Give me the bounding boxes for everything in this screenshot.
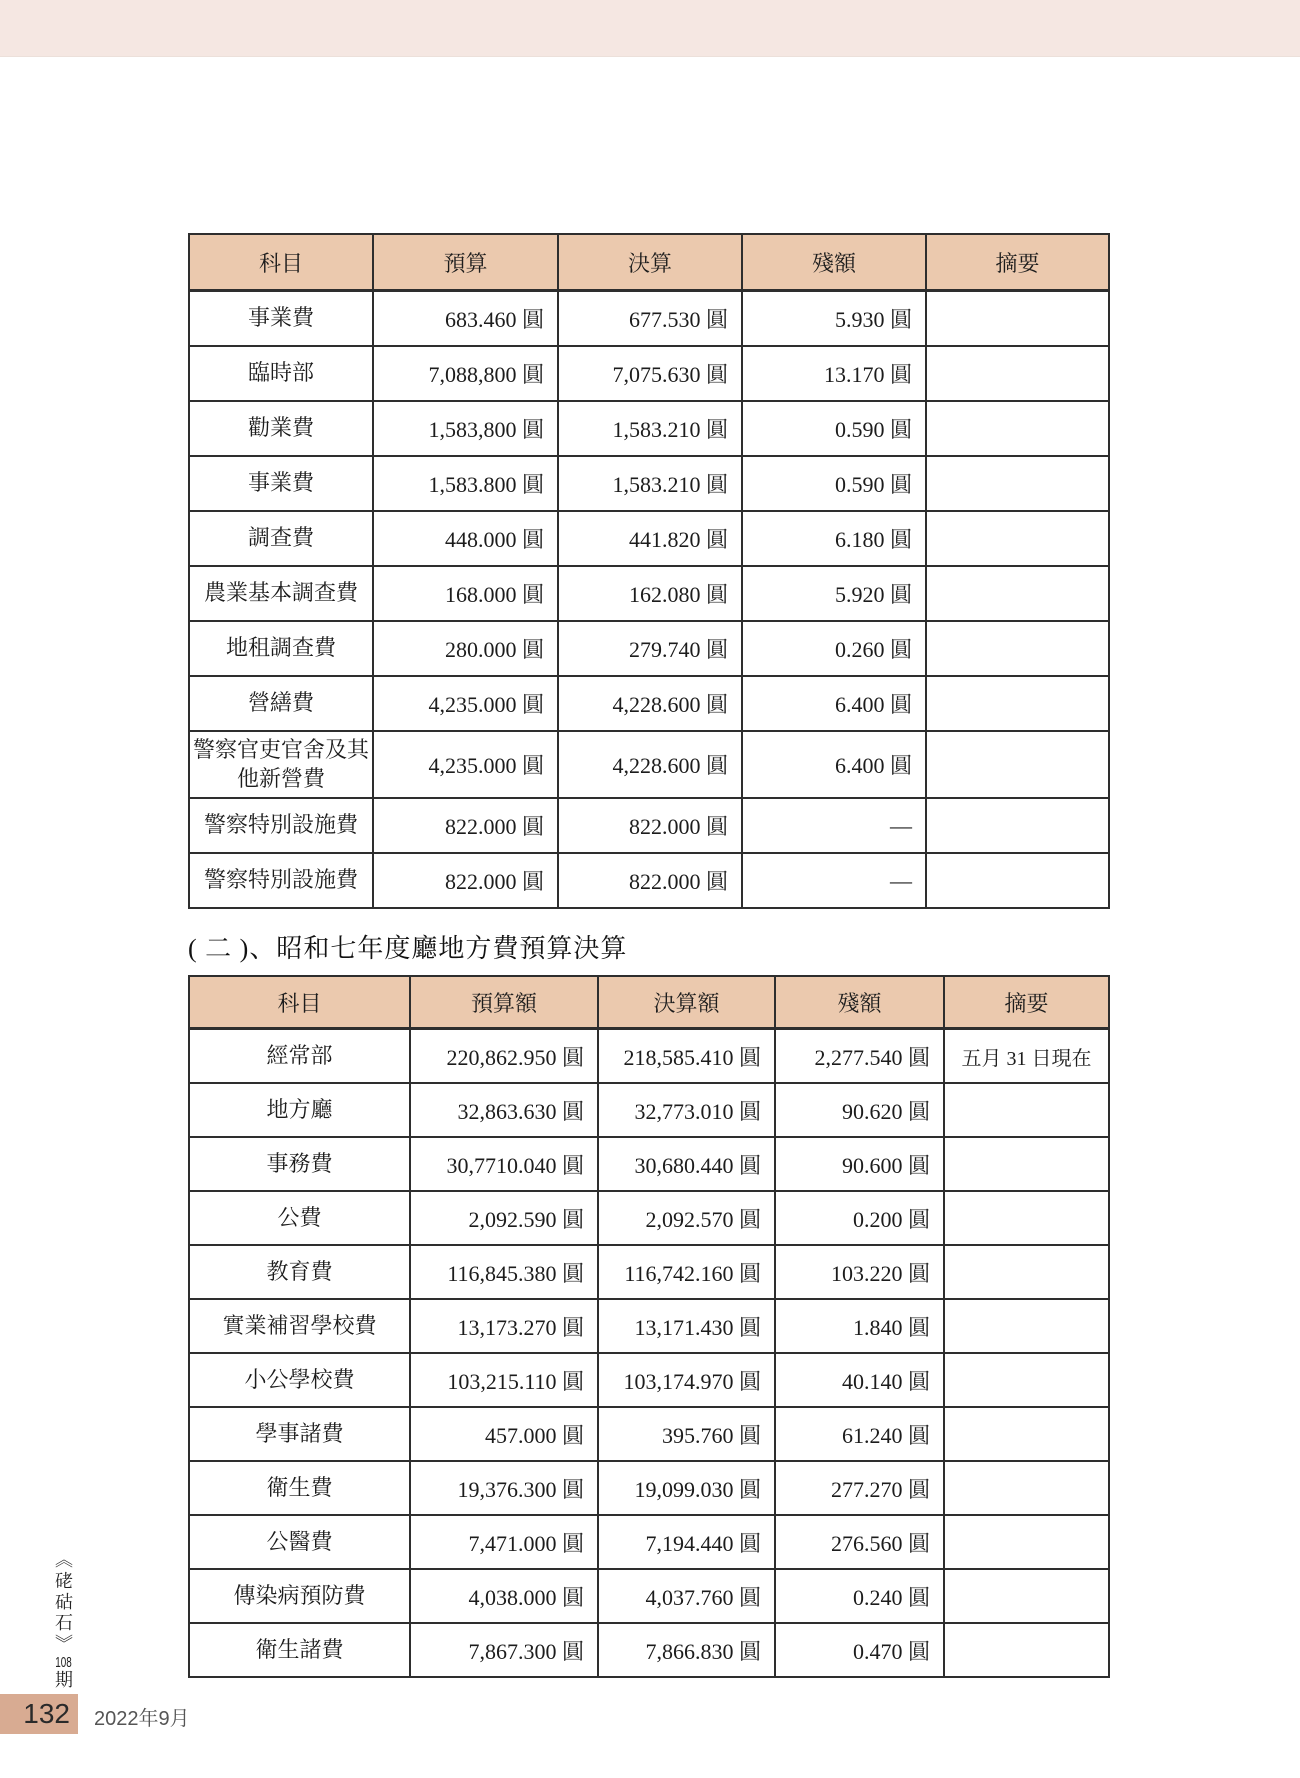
page-top-band [0, 0, 1300, 57]
cell-budget: 1,583,800 圓 [373, 401, 558, 456]
cell-subject: 臨時部 [189, 346, 373, 401]
cell-budget: 448.000 圓 [373, 511, 558, 566]
cell-settlement: 1,583.210 圓 [558, 401, 742, 456]
journal-title: 《硓𥑮石》 [53, 1550, 73, 1655]
cell-subject: 調查費 [189, 511, 373, 566]
cell-note [926, 731, 1109, 798]
cell-balance: 13.170 圓 [742, 346, 926, 401]
cell-budget: 7,471.000 圓 [410, 1515, 598, 1569]
table-row [189, 1299, 1109, 1353]
cell-note [926, 621, 1109, 676]
table-row [189, 1191, 1109, 1245]
table-row [189, 1515, 1109, 1569]
cell-budget: 168.000 圓 [373, 566, 558, 621]
cell-balance: 0.590 圓 [742, 456, 926, 511]
table-row [189, 511, 1109, 566]
cell-note [944, 1083, 1109, 1137]
cell-subject: 警察官吏官舍及其他新營費 [189, 731, 373, 798]
cell-settlement: 7,075.630 圓 [558, 346, 742, 401]
cell-settlement: 7,866.830 圓 [598, 1623, 775, 1677]
cell-note [944, 1299, 1109, 1353]
cell-settlement: 218,585.410 圓 [598, 1029, 775, 1084]
page-number-badge [0, 1694, 78, 1734]
cell-balance: 5.920 圓 [742, 566, 926, 621]
table-row [189, 853, 1109, 908]
cell-balance: — [742, 798, 926, 853]
cell-budget: 4,235.000 圓 [373, 731, 558, 798]
cell-balance: — [742, 853, 926, 908]
cell-note [926, 853, 1109, 908]
col-header-note: 摘要 [926, 234, 1109, 291]
cell-settlement: 441.820 圓 [558, 511, 742, 566]
col-header-subject: 科目 [189, 976, 410, 1029]
cell-settlement: 279.740 圓 [558, 621, 742, 676]
cell-note [926, 291, 1109, 347]
cell-settlement: 4,228.600 圓 [558, 676, 742, 731]
cell-subject: 警察特別設施費 [189, 798, 373, 853]
cell-subject: 傳染病預防費 [189, 1569, 410, 1623]
cell-settlement: 1,583.210 圓 [558, 456, 742, 511]
cell-settlement: 2,092.570 圓 [598, 1191, 775, 1245]
issue-date: 2022年9月 [94, 1708, 190, 1730]
cell-budget: 7,867.300 圓 [410, 1623, 598, 1677]
cell-settlement: 677.530 圓 [558, 291, 742, 347]
table-row [189, 798, 1109, 853]
table-2-body [189, 1029, 1109, 1678]
header-row [189, 234, 1109, 291]
cell-budget: 116,845.380 圓 [410, 1245, 598, 1299]
cell-subject: 事業費 [189, 456, 373, 511]
cell-balance: 6.180 圓 [742, 511, 926, 566]
table-row [189, 401, 1109, 456]
cell-note [926, 401, 1109, 456]
cell-budget: 683.460 圓 [373, 291, 558, 347]
cell-balance: 6.400 圓 [742, 676, 926, 731]
table-row [189, 731, 1109, 798]
cell-balance: 103.220 圓 [775, 1245, 944, 1299]
table-row [189, 1461, 1109, 1515]
cell-balance: 276.560 圓 [775, 1515, 944, 1569]
cell-note [944, 1569, 1109, 1623]
cell-settlement: 30,680.440 圓 [598, 1137, 775, 1191]
cell-subject: 經常部 [189, 1029, 410, 1084]
cell-settlement: 4,228.600 圓 [558, 731, 742, 798]
cell-note [944, 1407, 1109, 1461]
cell-budget: 822.000 圓 [373, 853, 558, 908]
col-header-budget: 預算額 [410, 976, 598, 1029]
cell-budget: 7,088,800 圓 [373, 346, 558, 401]
cell-settlement: 103,174.970 圓 [598, 1353, 775, 1407]
cell-budget: 4,038.000 圓 [410, 1569, 598, 1623]
table-1-body [189, 291, 1109, 909]
table-row [189, 1623, 1109, 1677]
cell-subject: 事業費 [189, 291, 373, 347]
cell-budget: 4,235.000 圓 [373, 676, 558, 731]
table-row [189, 1407, 1109, 1461]
cell-note [944, 1461, 1109, 1515]
page-number: 132 [23, 1698, 70, 1729]
cell-balance: 0.200 圓 [775, 1191, 944, 1245]
cell-subject: 警察特別設施費 [189, 853, 373, 908]
table-row [189, 1569, 1109, 1623]
cell-balance: 90.620 圓 [775, 1083, 944, 1137]
cell-budget: 32,863.630 圓 [410, 1083, 598, 1137]
cell-balance: 5.930 圓 [742, 291, 926, 347]
cell-budget: 2,092.590 圓 [410, 1191, 598, 1245]
table-row [189, 621, 1109, 676]
cell-balance: 2,277.540 圓 [775, 1029, 944, 1084]
cell-budget: 19,376.300 圓 [410, 1461, 598, 1515]
cell-settlement: 7,194.440 圓 [598, 1515, 775, 1569]
table-row [189, 1137, 1109, 1191]
cell-settlement: 395.760 圓 [598, 1407, 775, 1461]
budget-table-1 [188, 233, 1110, 909]
cell-note [926, 456, 1109, 511]
cell-budget: 457.000 圓 [410, 1407, 598, 1461]
cell-note [944, 1191, 1109, 1245]
table-row [189, 291, 1109, 347]
cell-note [926, 566, 1109, 621]
cell-subject: 勸業費 [189, 401, 373, 456]
cell-budget: 280.000 圓 [373, 621, 558, 676]
col-header-note: 摘要 [944, 976, 1109, 1029]
col-header-budget: 預算 [373, 234, 558, 291]
cell-balance: 0.260 圓 [742, 621, 926, 676]
journal-issue-suffix: 期 [53, 1670, 73, 1691]
cell-subject: 地租調查費 [189, 621, 373, 676]
cell-note [944, 1137, 1109, 1191]
cell-note [944, 1353, 1109, 1407]
cell-budget: 13,173.270 圓 [410, 1299, 598, 1353]
table-row [189, 456, 1109, 511]
cell-balance: 6.400 圓 [742, 731, 926, 798]
cell-subject: 小公學校費 [189, 1353, 410, 1407]
cell-settlement: 4,037.760 圓 [598, 1569, 775, 1623]
cell-subject: 公費 [189, 1191, 410, 1245]
cell-balance: 1.840 圓 [775, 1299, 944, 1353]
budget-table-2 [188, 975, 1110, 1678]
cell-note [944, 1623, 1109, 1677]
cell-subject: 實業補習學校費 [189, 1299, 410, 1353]
table-1-header [189, 234, 1109, 291]
cell-subject: 衛生諸費 [189, 1623, 410, 1677]
cell-note [944, 1245, 1109, 1299]
cell-subject: 營繕費 [189, 676, 373, 731]
cell-note [926, 511, 1109, 566]
cell-budget: 30,7710.040 圓 [410, 1137, 598, 1191]
cell-subject: 地方廳 [189, 1083, 410, 1137]
table-row [189, 1353, 1109, 1407]
cell-balance: 61.240 圓 [775, 1407, 944, 1461]
cell-settlement: 822.000 圓 [558, 798, 742, 853]
cell-note [926, 346, 1109, 401]
cell-subject: 事務費 [189, 1137, 410, 1191]
cell-note [944, 1515, 1109, 1569]
table-row [189, 1029, 1109, 1084]
cell-note [926, 798, 1109, 853]
cell-balance: 277.270 圓 [775, 1461, 944, 1515]
col-header-balance: 殘額 [775, 976, 944, 1029]
cell-settlement: 822.000 圓 [558, 853, 742, 908]
table-row [189, 676, 1109, 731]
col-header-settlement: 決算額 [598, 976, 775, 1029]
cell-budget: 822.000 圓 [373, 798, 558, 853]
cell-balance: 0.240 圓 [775, 1569, 944, 1623]
cell-balance: 0.590 圓 [742, 401, 926, 456]
col-header-settlement: 決算 [558, 234, 742, 291]
journal-issue-number: 108 [55, 1655, 72, 1670]
cell-settlement: 162.080 圓 [558, 566, 742, 621]
col-header-balance: 殘額 [742, 234, 926, 291]
cell-budget: 103,215.110 圓 [410, 1353, 598, 1407]
cell-settlement: 32,773.010 圓 [598, 1083, 775, 1137]
cell-subject: 衛生費 [189, 1461, 410, 1515]
cell-settlement: 13,171.430 圓 [598, 1299, 775, 1353]
cell-subject: 公醫費 [189, 1515, 410, 1569]
cell-balance: 0.470 圓 [775, 1623, 944, 1677]
cell-subject: 教育費 [189, 1245, 410, 1299]
table-row [189, 1245, 1109, 1299]
cell-budget: 220,862.950 圓 [410, 1029, 598, 1084]
cell-settlement: 19,099.030 圓 [598, 1461, 775, 1515]
cell-subject: 農業基本調查費 [189, 566, 373, 621]
cell-budget: 1,583.800 圓 [373, 456, 558, 511]
table-row [189, 1083, 1109, 1137]
section-2-title: ( 二 )、昭和七年度廳地方費預算決算 [188, 934, 628, 963]
table-2-header [189, 976, 1109, 1029]
table-row [189, 566, 1109, 621]
cell-note [926, 676, 1109, 731]
cell-note: 五月 31 日現在 [944, 1029, 1109, 1084]
col-header-subject: 科目 [189, 234, 373, 291]
cell-settlement: 116,742.160 圓 [598, 1245, 775, 1299]
cell-subject: 學事諸費 [189, 1407, 410, 1461]
journal-spine [38, 1550, 88, 1700]
cell-balance: 90.600 圓 [775, 1137, 944, 1191]
cell-balance: 40.140 圓 [775, 1353, 944, 1407]
table-row [189, 346, 1109, 401]
header-row [189, 976, 1109, 1029]
